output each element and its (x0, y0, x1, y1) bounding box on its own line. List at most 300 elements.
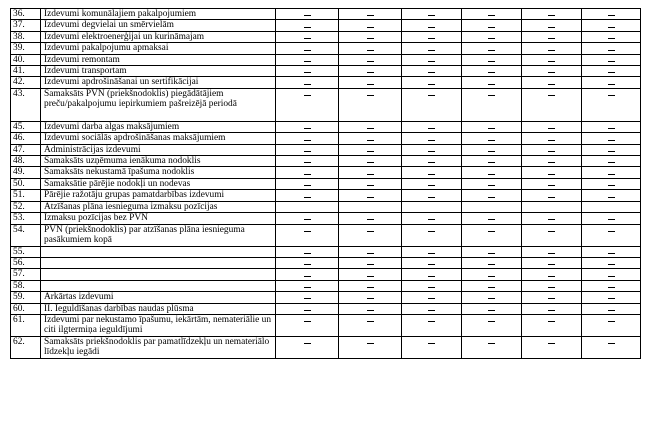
table-row (11, 31, 641, 42)
dash-mark (428, 162, 435, 163)
row-number: 46. (11, 133, 41, 144)
dash-mark (304, 27, 311, 28)
dash-mark (428, 197, 435, 198)
dash-mark (488, 310, 495, 311)
dash-mark (548, 321, 555, 322)
value-cell (276, 133, 339, 144)
dash-mark (608, 95, 615, 96)
dash-mark (428, 343, 435, 344)
value-cell (402, 31, 462, 42)
row-number: 60. (11, 303, 41, 314)
value-cell (339, 167, 402, 178)
value-cell (339, 303, 402, 314)
value-cell (402, 314, 462, 336)
value-cell (582, 201, 641, 212)
value-cell (402, 178, 462, 189)
value-cell (462, 213, 522, 224)
dash-mark (488, 15, 495, 16)
row-number: 43. (11, 88, 41, 121)
row-description: Izdevumi apdrošināšanai un sertifikācijai (41, 77, 276, 88)
dash-mark (428, 253, 435, 254)
value-cell (462, 88, 522, 121)
row-number: 52. (11, 201, 41, 212)
dash-mark (488, 231, 495, 232)
dash-mark (428, 276, 435, 277)
row-description: Atzīšanas plāna iesnieguma izmaksu pozīcijas (41, 201, 276, 212)
value-cell (462, 336, 522, 358)
value-cell (462, 144, 522, 155)
table-row (11, 280, 641, 291)
value-cell (339, 314, 402, 336)
row-number: 50. (11, 178, 41, 189)
dash-mark (548, 128, 555, 129)
dash-mark (548, 38, 555, 39)
dash-mark (304, 84, 311, 85)
dash-mark (428, 310, 435, 311)
dash-mark (367, 50, 374, 51)
value-cell (402, 66, 462, 77)
value-cell (276, 77, 339, 88)
row-number: 57. (11, 269, 41, 280)
value-cell (339, 213, 402, 224)
value-cell (582, 292, 641, 303)
value-cell (462, 257, 522, 268)
row-description: Izdevumi sociālās apdrošināšanas maksājumiem (41, 133, 276, 144)
dash-mark (367, 151, 374, 152)
dash-mark (608, 343, 615, 344)
dash-mark (608, 185, 615, 186)
value-cell (402, 336, 462, 358)
table-row (11, 303, 641, 314)
value-cell (276, 156, 339, 167)
value-cell (402, 144, 462, 155)
row-description: Izdevumi darba algas maksājumiem (41, 121, 276, 132)
row-description: Izdevumi degvielai un smērvielām (41, 20, 276, 31)
dash-mark (608, 231, 615, 232)
row-number: 37. (11, 20, 41, 31)
table-row (11, 156, 641, 167)
value-cell (462, 156, 522, 167)
dash-mark (488, 128, 495, 129)
value-cell (462, 303, 522, 314)
dash-mark (428, 128, 435, 129)
dash-mark (488, 174, 495, 175)
table-row (11, 77, 641, 88)
dash-mark (304, 174, 311, 175)
table-row (11, 224, 641, 246)
value-cell (522, 31, 582, 42)
value-cell (522, 156, 582, 167)
dash-mark (428, 61, 435, 62)
dash-mark (367, 140, 374, 141)
row-description: Izmaksu pozīcijas bez PVN (41, 213, 276, 224)
dash-mark (304, 128, 311, 129)
row-description: Izdevumi pakalpojumu apmaksai (41, 43, 276, 54)
dash-mark (428, 84, 435, 85)
value-cell (276, 43, 339, 54)
value-cell (522, 178, 582, 189)
dash-mark (304, 321, 311, 322)
value-cell (339, 144, 402, 155)
value-cell (522, 144, 582, 155)
value-cell (462, 269, 522, 280)
row-number: 36. (11, 9, 41, 20)
value-cell (582, 66, 641, 77)
value-cell (276, 66, 339, 77)
dash-mark (304, 95, 311, 96)
value-cell (582, 224, 641, 246)
dash-mark (428, 287, 435, 288)
value-cell (276, 9, 339, 20)
dash-mark (304, 264, 311, 265)
dash-mark (608, 50, 615, 51)
value-cell (402, 167, 462, 178)
dash-mark (367, 298, 374, 299)
row-description: Samaksāts priekšnodoklis par pamatlīdzekļu un nemateriālo līdzekļu iegādi (41, 336, 276, 358)
value-cell (462, 280, 522, 291)
value-cell (522, 303, 582, 314)
value-cell (522, 54, 582, 65)
row-description (41, 280, 276, 291)
dash-mark (367, 38, 374, 39)
value-cell (276, 88, 339, 121)
dash-mark (548, 95, 555, 96)
value-cell (462, 66, 522, 77)
dash-mark (608, 264, 615, 265)
value-cell (276, 178, 339, 189)
dash-mark (367, 185, 374, 186)
value-cell (522, 9, 582, 20)
dash-mark (367, 253, 374, 254)
value-cell (462, 246, 522, 257)
value-cell (582, 144, 641, 155)
value-cell (582, 280, 641, 291)
value-cell (276, 144, 339, 155)
dash-mark (548, 140, 555, 141)
value-cell (276, 314, 339, 336)
row-number: 51. (11, 190, 41, 201)
dash-mark (428, 140, 435, 141)
table-row (11, 314, 641, 336)
row-description: Izdevumi par nekustamo īpašumu, iekārtām, nemateriālie un citi ilgtermiņa ieguldījumi (41, 314, 276, 336)
dash-mark (367, 197, 374, 198)
value-cell (522, 269, 582, 280)
value-cell (582, 20, 641, 31)
dash-mark (304, 72, 311, 73)
row-description: II. Ieguldīšanas darbības naudas plūsma (41, 303, 276, 314)
table-row (11, 292, 641, 303)
row-description: Pārējie ražotāju grupas pamatdarbības izdevumi (41, 190, 276, 201)
table-body (11, 9, 641, 359)
value-cell (339, 66, 402, 77)
dash-mark (548, 231, 555, 232)
dash-mark (428, 219, 435, 220)
value-cell (339, 269, 402, 280)
value-cell (582, 336, 641, 358)
dash-mark (608, 27, 615, 28)
value-cell (339, 336, 402, 358)
dash-mark (304, 197, 311, 198)
value-cell (402, 77, 462, 88)
dash-mark (488, 343, 495, 344)
value-cell (462, 167, 522, 178)
value-cell (522, 133, 582, 144)
value-cell (339, 280, 402, 291)
dash-mark (548, 162, 555, 163)
value-cell (522, 20, 582, 31)
dash-mark (488, 61, 495, 62)
value-cell (462, 121, 522, 132)
value-cell (462, 31, 522, 42)
value-cell (339, 190, 402, 201)
dash-mark (608, 174, 615, 175)
dash-mark (428, 231, 435, 232)
value-cell (276, 201, 339, 212)
row-number: 56. (11, 257, 41, 268)
row-number: 55. (11, 246, 41, 257)
value-cell (582, 88, 641, 121)
row-number: 62. (11, 336, 41, 358)
value-cell (522, 190, 582, 201)
dash-mark (428, 185, 435, 186)
dash-mark (304, 253, 311, 254)
dash-mark (548, 50, 555, 51)
value-cell (276, 190, 339, 201)
row-number: 54. (11, 224, 41, 246)
value-cell (402, 303, 462, 314)
value-cell (402, 156, 462, 167)
row-description: Samaksāts uzņēmuma ienākuma nodoklis (41, 156, 276, 167)
value-cell (402, 43, 462, 54)
dash-mark (608, 276, 615, 277)
dash-mark (488, 95, 495, 96)
value-cell (402, 20, 462, 31)
dash-mark (608, 219, 615, 220)
dash-mark (367, 276, 374, 277)
dash-mark (304, 343, 311, 344)
value-cell (462, 314, 522, 336)
dash-mark (608, 84, 615, 85)
value-cell (276, 303, 339, 314)
value-cell (339, 43, 402, 54)
table-row (11, 144, 641, 155)
row-number: 38. (11, 31, 41, 42)
value-cell (276, 31, 339, 42)
value-cell (339, 178, 402, 189)
value-cell (582, 77, 641, 88)
dash-mark (608, 61, 615, 62)
value-cell (582, 43, 641, 54)
dash-mark (548, 27, 555, 28)
dash-mark (304, 219, 311, 220)
dash-mark (428, 298, 435, 299)
value-cell (582, 178, 641, 189)
dash-mark (367, 287, 374, 288)
value-cell (462, 201, 522, 212)
row-description (41, 257, 276, 268)
value-cell (522, 257, 582, 268)
value-cell (276, 269, 339, 280)
value-cell (339, 20, 402, 31)
value-cell (339, 88, 402, 121)
value-cell (582, 9, 641, 20)
dash-mark (488, 185, 495, 186)
value-cell (339, 156, 402, 167)
value-cell (522, 77, 582, 88)
value-cell (462, 43, 522, 54)
value-cell (402, 269, 462, 280)
row-number: 47. (11, 144, 41, 155)
dash-mark (488, 276, 495, 277)
dash-mark (488, 72, 495, 73)
table-row (11, 201, 641, 212)
value-cell (582, 31, 641, 42)
value-cell (582, 133, 641, 144)
dash-mark (548, 253, 555, 254)
row-description: Izdevumi transportam (41, 66, 276, 77)
value-cell (276, 20, 339, 31)
value-cell (462, 133, 522, 144)
row-description: PVN (priekšnodoklis) par atzīšanas plāna iesnieguma pasākumiem kopā (41, 224, 276, 246)
dash-mark (367, 174, 374, 175)
dash-mark (367, 321, 374, 322)
row-number: 58. (11, 280, 41, 291)
dash-mark (304, 140, 311, 141)
row-number: 40. (11, 54, 41, 65)
value-cell (582, 314, 641, 336)
dash-mark (488, 151, 495, 152)
value-cell (276, 336, 339, 358)
dash-mark (548, 84, 555, 85)
row-number: 49. (11, 167, 41, 178)
dash-mark (367, 264, 374, 265)
dash-mark (428, 95, 435, 96)
row-number: 41. (11, 66, 41, 77)
value-cell (582, 121, 641, 132)
value-cell (339, 257, 402, 268)
dash-mark (548, 72, 555, 73)
dash-mark (608, 287, 615, 288)
value-cell (402, 257, 462, 268)
value-cell (276, 121, 339, 132)
table-row (11, 269, 641, 280)
dash-mark (367, 72, 374, 73)
value-cell (276, 167, 339, 178)
table-row (11, 246, 641, 257)
dash-mark (428, 15, 435, 16)
value-cell (402, 224, 462, 246)
value-cell (582, 167, 641, 178)
cash-flow-table (10, 8, 641, 359)
value-cell (402, 213, 462, 224)
dash-mark (608, 162, 615, 163)
value-cell (339, 121, 402, 132)
dash-mark (488, 162, 495, 163)
dash-mark (548, 264, 555, 265)
row-description: Izdevumi komunālajiem pakalpojumiem (41, 9, 276, 20)
value-cell (522, 246, 582, 257)
dash-mark (367, 343, 374, 344)
dash-mark (304, 162, 311, 163)
dash-mark (428, 50, 435, 51)
dash-mark (488, 287, 495, 288)
table-row (11, 121, 641, 132)
dash-mark (428, 208, 435, 209)
value-cell (402, 54, 462, 65)
value-cell (522, 336, 582, 358)
dash-mark (304, 50, 311, 51)
value-cell (402, 9, 462, 20)
dash-mark (548, 276, 555, 277)
dash-mark (548, 174, 555, 175)
row-description: Izdevumi elektroenerģijai un kurināmajam (41, 31, 276, 42)
value-cell (339, 201, 402, 212)
dash-mark (548, 15, 555, 16)
dash-mark (367, 95, 374, 96)
value-cell (582, 269, 641, 280)
dash-mark (367, 128, 374, 129)
dash-mark (304, 208, 311, 209)
dash-mark (428, 321, 435, 322)
value-cell (339, 224, 402, 246)
value-cell (402, 190, 462, 201)
dash-mark (304, 38, 311, 39)
value-cell (339, 133, 402, 144)
value-cell (462, 54, 522, 65)
dash-mark (367, 15, 374, 16)
value-cell (462, 190, 522, 201)
dash-mark (488, 219, 495, 220)
dash-mark (428, 264, 435, 265)
dash-mark (488, 140, 495, 141)
value-cell (462, 292, 522, 303)
dash-mark (608, 15, 615, 16)
table-row (11, 133, 641, 144)
value-cell (276, 54, 339, 65)
dash-mark (304, 185, 311, 186)
table-row (11, 88, 641, 121)
dash-mark (367, 219, 374, 220)
dash-mark (548, 298, 555, 299)
row-number: 59. (11, 292, 41, 303)
dash-mark (608, 208, 615, 209)
dash-mark (304, 276, 311, 277)
value-cell (522, 314, 582, 336)
dash-mark (548, 219, 555, 220)
value-cell (462, 20, 522, 31)
value-cell (582, 246, 641, 257)
value-cell (402, 88, 462, 121)
table-row (11, 9, 641, 20)
row-description (41, 246, 276, 257)
dash-mark (548, 151, 555, 152)
dash-mark (428, 27, 435, 28)
dash-mark (488, 321, 495, 322)
dash-mark (548, 343, 555, 344)
row-number: 48. (11, 156, 41, 167)
document-page (10, 8, 640, 359)
value-cell (402, 133, 462, 144)
dash-mark (428, 38, 435, 39)
dash-mark (428, 174, 435, 175)
dash-mark (608, 298, 615, 299)
table-row (11, 178, 641, 189)
dash-mark (608, 321, 615, 322)
dash-mark (367, 61, 374, 62)
table-row (11, 20, 641, 31)
table-row (11, 167, 641, 178)
dash-mark (608, 197, 615, 198)
